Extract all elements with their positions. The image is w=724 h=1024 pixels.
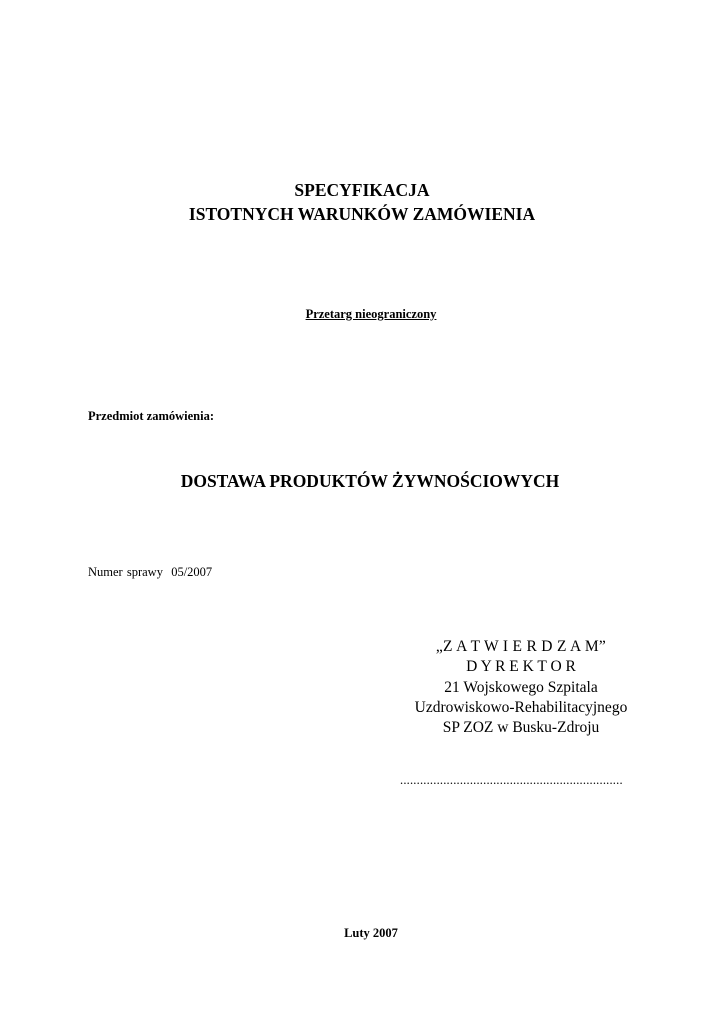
subject-value: DOSTAWA PRODUKTÓW ŻYWNOŚCIOWYCH [180,471,560,491]
document-title-line2: ISTOTNYCH WARUNKÓW ZAMÓWIENIA [188,204,536,224]
signature-line: ................................................................... [400,773,623,787]
subject-label: Przedmiot zamówienia: [88,409,215,423]
document-title-line1: SPECYFIKACJA [294,180,430,200]
hospital-name-line1: 21 Wojskowego Szpitala [444,679,598,696]
hospital-name-line2: Uzdrowiskowo-Rehabilitacyjnego [414,699,628,716]
approval-word: „Z A T W I E R D Z A M” [435,638,607,655]
hospital-name-line3: SP ZOZ w Busku-Zdroju [442,719,600,736]
document-date: Luty 2007 [344,926,398,940]
director-label: D Y R E K T O R [466,658,576,675]
case-number: Numer sprawy 05/2007 [88,565,213,579]
procedure-type: Przetarg nieograniczony [305,307,437,321]
